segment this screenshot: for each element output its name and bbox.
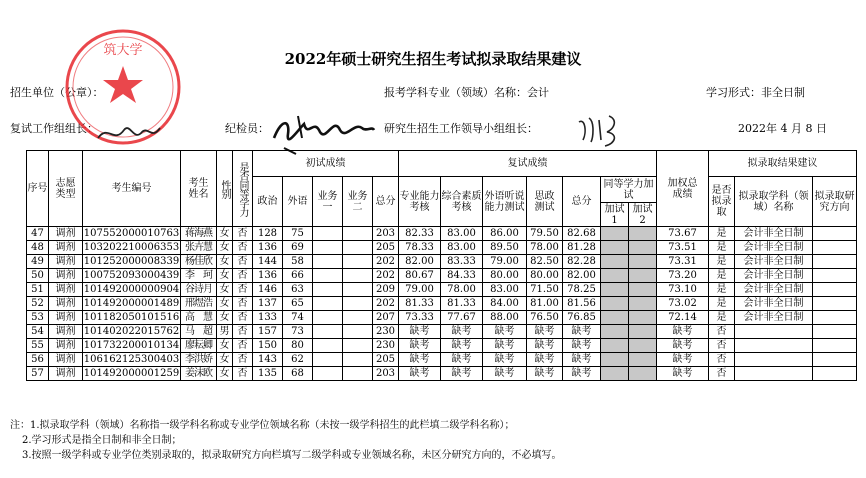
- table-cell-b2: [343, 325, 373, 339]
- table-cell-equiv: 否: [233, 339, 253, 353]
- table-cell-seq: 50: [27, 269, 49, 283]
- table-cell-e1: [601, 227, 629, 241]
- svg-text:筑大学: 筑大学: [103, 43, 143, 58]
- table-cell-admit: 否: [709, 339, 735, 353]
- page-title: 2022年硕士研究生招生考试拟录取结果建议: [284, 50, 582, 68]
- table-row: [27, 227, 857, 241]
- table-cell-comp: 81.33: [441, 297, 483, 311]
- table-row: [27, 325, 857, 339]
- table-cell-b1: [313, 297, 343, 311]
- table-cell-major: 会计非全日制: [735, 227, 813, 241]
- table-cell-rtotal: 78.25: [563, 283, 601, 297]
- table-cell-b2: [343, 339, 373, 353]
- col-exam-id: 考生编号: [83, 151, 181, 227]
- table-cell-admit: 是: [709, 255, 735, 269]
- table-cell-politics: 146: [253, 283, 283, 297]
- table-cell-seq: 47: [27, 227, 49, 241]
- table-cell-admit: 是: [709, 283, 735, 297]
- table-cell-admit: 是: [709, 227, 735, 241]
- table-cell-name: 姜沫欧: [181, 367, 217, 381]
- table-cell-politics: 150: [253, 339, 283, 353]
- table-cell-weighted: 缺考: [657, 339, 709, 353]
- table-cell-weighted: 73.02: [657, 297, 709, 311]
- col-politics-test: 思政测试: [527, 177, 563, 227]
- table-cell-type: 调剂: [49, 353, 83, 367]
- table-cell-major: [735, 339, 813, 353]
- table-cell-comp: 缺考: [441, 353, 483, 367]
- col-extra1: 加试1: [601, 203, 629, 227]
- table-cell-total: 230: [373, 339, 399, 353]
- table-cell-pol: 71.50: [527, 283, 563, 297]
- table-cell-prof: 81.33: [399, 297, 441, 311]
- table-cell-id: 101492000001489: [83, 298, 180, 309]
- table-cell-dir: [813, 255, 857, 269]
- table-cell-gender: 女: [217, 241, 233, 255]
- table-cell-b2: [343, 353, 373, 367]
- table-cell-e1: [601, 241, 629, 255]
- table-cell-foreign: 80: [283, 339, 313, 353]
- table-cell-type: 调剂: [49, 283, 83, 297]
- table-cell-seq: 49: [27, 255, 49, 269]
- group-leader-signature: [575, 112, 635, 148]
- table-cell-b1: [313, 353, 343, 367]
- table-cell-admit: 是: [709, 311, 735, 325]
- table-cell-weighted: 缺考: [657, 325, 709, 339]
- table-cell-major: 会计非全日制: [735, 297, 813, 311]
- table-cell-rtotal: 缺考: [563, 339, 601, 353]
- table-cell-equiv: 否: [233, 311, 253, 325]
- table-cell-dir: [813, 297, 857, 311]
- table-cell-seq: 55: [27, 339, 49, 353]
- table-cell-id: 100752093000439: [83, 270, 180, 281]
- study-form-label: 学习形式：非全日制: [706, 86, 805, 99]
- table-cell-major: 会计非全日制: [735, 255, 813, 269]
- table-cell-prof: 79.00: [399, 283, 441, 297]
- table-cell-b1: [313, 325, 343, 339]
- table-cell-type: 调剂: [49, 339, 83, 353]
- table-row: [27, 283, 857, 297]
- table-cell-b1: [313, 241, 343, 255]
- table-cell-weighted: 73.51: [657, 241, 709, 255]
- leader-signature: [94, 118, 164, 150]
- table-cell-e1: [601, 311, 629, 325]
- col-equiv: 是否同等学力: [233, 151, 253, 227]
- table-row: [27, 297, 857, 311]
- table-cell-id: 101252000008339: [83, 256, 180, 267]
- table-cell-name: 张卉慧: [181, 241, 217, 255]
- table-cell-name: 马 超: [181, 325, 217, 339]
- table-cell-gender: 男: [217, 325, 233, 339]
- table-cell-equiv: 否: [233, 269, 253, 283]
- col-weighted: 加权总成绩: [657, 151, 709, 227]
- table-cell-type: 调剂: [49, 297, 83, 311]
- group-leader-label: 研究生招生工作领导小组组长：: [384, 122, 538, 135]
- table-cell-pol: 82.50: [527, 255, 563, 269]
- group-initial: 初试成绩: [253, 151, 399, 177]
- footnote-1: 注：1.拟录取学科（领域）名称指一级学科名称或专业学位领域名称（未按一级学科招生的此栏填二级学科名称）；: [10, 420, 515, 431]
- table-cell-id: 101402022015762: [83, 326, 180, 337]
- table-cell-id: 106162125300403: [83, 354, 180, 365]
- table-cell-dir: [813, 227, 857, 241]
- table-cell-prof: 82.00: [399, 255, 441, 269]
- table-cell-seq: 53: [27, 311, 49, 325]
- table-cell-type: 调剂: [49, 241, 83, 255]
- table-cell-listen: 88.00: [483, 311, 527, 325]
- table-cell-b1: [313, 255, 343, 269]
- table-cell-seq: 54: [27, 325, 49, 339]
- table-cell-gender: 女: [217, 367, 233, 381]
- table-cell-politics: 128: [253, 227, 283, 241]
- table-cell-pol: 缺考: [527, 325, 563, 339]
- table-cell-foreign: 65: [283, 297, 313, 311]
- table-cell-comp: 缺考: [441, 339, 483, 353]
- table-cell-listen: 86.00: [483, 227, 527, 241]
- table-cell-listen: 84.00: [483, 297, 527, 311]
- col-extra2: 加试2: [629, 203, 657, 227]
- table-row: [27, 241, 857, 255]
- table-cell-listen: 89.50: [483, 241, 527, 255]
- table-cell-seq: 51: [27, 283, 49, 297]
- col-comprehensive: 综合素质考核: [441, 177, 483, 227]
- table-cell-e2: [629, 325, 657, 339]
- table-cell-politics: 137: [253, 297, 283, 311]
- table-cell-comp: 缺考: [441, 325, 483, 339]
- table-cell-politics: 157: [253, 325, 283, 339]
- table-cell-e2: [629, 283, 657, 297]
- table-cell-e2: [629, 339, 657, 353]
- col-initial-total: 总分: [373, 177, 399, 227]
- col-listening: 外语听说能力测试: [483, 177, 527, 227]
- major-label: 报考学科专业（领域）名称：会计: [384, 86, 549, 99]
- table-cell-name: 邢煜浩: [181, 297, 217, 311]
- col-retest-total: 总分: [563, 177, 601, 227]
- table-cell-name: 李洪娇: [181, 353, 217, 367]
- table-cell-e2: [629, 255, 657, 269]
- table-row: [27, 269, 857, 283]
- table-row: [27, 339, 857, 353]
- table-cell-type: 调剂: [49, 367, 83, 381]
- table-cell-foreign: 66: [283, 269, 313, 283]
- table-cell-comp: 77.67: [441, 311, 483, 325]
- table-cell-e1: [601, 269, 629, 283]
- col-business1: 业务一: [313, 177, 343, 227]
- table-cell-pol: 76.50: [527, 311, 563, 325]
- table-cell-admit: 是: [709, 241, 735, 255]
- table-cell-b2: [343, 311, 373, 325]
- table-cell-prof: 缺考: [399, 325, 441, 339]
- col-prof-ability: 专业能力考核: [399, 177, 441, 227]
- footnote-3: 3.按照一级学科或专业学位类别录取的，拟录取研究方向栏填写二级学科或专业领域名称，未区分研究方向的，不必填写。: [22, 450, 562, 461]
- table-cell-seq: 56: [27, 353, 49, 367]
- table-cell-id: 101182050101516: [83, 312, 180, 323]
- table-cell-foreign: 58: [283, 255, 313, 269]
- table-cell-e1: [601, 367, 629, 381]
- table-cell-dir: [813, 283, 857, 297]
- table-cell-b2: [343, 227, 373, 241]
- table-row: [27, 255, 857, 269]
- table-row: [27, 353, 857, 367]
- table-cell-b2: [343, 297, 373, 311]
- table-cell-type: 调剂: [49, 311, 83, 325]
- table-cell-dir: [813, 325, 857, 339]
- date: 2022年 4 月 8 日: [738, 122, 827, 135]
- table-cell-politics: 136: [253, 241, 283, 255]
- col-seq: 序号: [27, 151, 49, 227]
- recorder-label: 纪检员：: [225, 122, 269, 135]
- table-cell-equiv: 否: [233, 367, 253, 381]
- group-result: 拟录取结果建议: [709, 151, 857, 177]
- table-cell-id: 101732200010134: [83, 340, 180, 351]
- table-cell-major: [735, 353, 813, 367]
- footnote-2: 2.学习形式是指全日制和非全日制；: [22, 435, 182, 446]
- table-cell-major: 会计非全日制: [735, 311, 813, 325]
- table-cell-pol: 80.00: [527, 269, 563, 283]
- table-cell-foreign: 62: [283, 353, 313, 367]
- table-cell-foreign: 69: [283, 241, 313, 255]
- table-cell-foreign: 75: [283, 227, 313, 241]
- table-cell-total: 209: [373, 283, 399, 297]
- table-cell-e2: [629, 353, 657, 367]
- col-gender: 性别: [217, 151, 233, 227]
- table-cell-type: 调剂: [49, 227, 83, 241]
- table-cell-b2: [343, 255, 373, 269]
- table-cell-foreign: 68: [283, 367, 313, 381]
- col-admit: 是否拟录取: [709, 177, 735, 227]
- table-cell-b1: [313, 227, 343, 241]
- table-cell-id: 103202210006353: [83, 242, 180, 253]
- table-cell-pol: 78.00: [527, 241, 563, 255]
- table-cell-rtotal: 82.28: [563, 255, 601, 269]
- table-cell-politics: 143: [253, 353, 283, 367]
- table-cell-id: 101492000000904: [83, 284, 180, 295]
- table-cell-pol: 缺考: [527, 339, 563, 353]
- table-cell-pol: 79.50: [527, 227, 563, 241]
- table-cell-dir: [813, 353, 857, 367]
- col-admit-major: 拟录取学科（领域）名称: [735, 177, 813, 227]
- table-cell-e2: [629, 367, 657, 381]
- table-row: [27, 367, 857, 381]
- table-cell-major: [735, 325, 813, 339]
- table-cell-equiv: 否: [233, 325, 253, 339]
- table-cell-rtotal: 76.85: [563, 311, 601, 325]
- table-cell-listen: 80.00: [483, 269, 527, 283]
- table-cell-prof: 缺考: [399, 353, 441, 367]
- table-row: [27, 311, 857, 325]
- table-cell-dir: [813, 241, 857, 255]
- leader-label: 复试工作组组长：: [10, 122, 98, 135]
- table-cell-b2: [343, 283, 373, 297]
- table-cell-b1: [313, 269, 343, 283]
- table-cell-b2: [343, 367, 373, 381]
- table-cell-admit: 否: [709, 353, 735, 367]
- table-cell-equiv: 否: [233, 297, 253, 311]
- table-cell-name: 高 慧: [181, 311, 217, 325]
- table-cell-e2: [629, 241, 657, 255]
- table-cell-weighted: 73.31: [657, 255, 709, 269]
- col-politics: 政治: [253, 177, 283, 227]
- table-cell-gender: 女: [217, 283, 233, 297]
- table-cell-comp: 83.33: [441, 255, 483, 269]
- table-cell-comp: 78.00: [441, 283, 483, 297]
- table-cell-seq: 48: [27, 241, 49, 255]
- table-cell-dir: [813, 311, 857, 325]
- table-cell-admit: 否: [709, 325, 735, 339]
- table-cell-weighted: 73.10: [657, 283, 709, 297]
- table-cell-weighted: 缺考: [657, 367, 709, 381]
- table-cell-gender: 女: [217, 227, 233, 241]
- table-cell-prof: 80.67: [399, 269, 441, 283]
- col-volunteer-type: 志愿类型: [49, 151, 83, 227]
- table-cell-listen: 83.00: [483, 283, 527, 297]
- table-cell-total: 202: [373, 297, 399, 311]
- table-cell-prof: 缺考: [399, 367, 441, 381]
- table-cell-e1: [601, 325, 629, 339]
- table-cell-total: 205: [373, 241, 399, 255]
- table-cell-comp: 84.33: [441, 269, 483, 283]
- table-cell-e2: [629, 227, 657, 241]
- table-cell-b1: [313, 367, 343, 381]
- table-cell-e2: [629, 311, 657, 325]
- table-cell-gender: 女: [217, 297, 233, 311]
- table-cell-major: 会计非全日制: [735, 283, 813, 297]
- table-cell-b1: [313, 311, 343, 325]
- table-cell-e2: [629, 269, 657, 283]
- table-cell-type: 调剂: [49, 325, 83, 339]
- table-cell-total: 230: [373, 325, 399, 339]
- table-cell-id: 107552000010763: [83, 228, 180, 239]
- table-cell-b2: [343, 241, 373, 255]
- group-retest: 复试成绩: [399, 151, 657, 177]
- table-cell-id: 101492000001259: [83, 368, 180, 379]
- table-cell-weighted: 72.14: [657, 311, 709, 325]
- table-cell-admit: 是: [709, 269, 735, 283]
- table-cell-gender: 女: [217, 311, 233, 325]
- group-equiv-extra: 同等学力加试: [601, 177, 657, 203]
- table-cell-major: 会计非全日制: [735, 269, 813, 283]
- table-cell-prof: 缺考: [399, 339, 441, 353]
- table-cell-prof: 73.33: [399, 311, 441, 325]
- col-direction: 拟录取研究方向: [813, 177, 857, 227]
- table-cell-name: 谷诗月: [181, 283, 217, 297]
- table-cell-pol: 缺考: [527, 367, 563, 381]
- footnotes: [10, 418, 562, 463]
- table-cell-total: 205: [373, 353, 399, 367]
- table-cell-e1: [601, 339, 629, 353]
- table-cell-seq: 52: [27, 297, 49, 311]
- table-cell-politics: 135: [253, 367, 283, 381]
- table-cell-comp: 缺考: [441, 367, 483, 381]
- table-cell-rtotal: 82.00: [563, 269, 601, 283]
- table-cell-rtotal: 82.68: [563, 227, 601, 241]
- table-cell-total: 203: [373, 227, 399, 241]
- table-cell-gender: 女: [217, 255, 233, 269]
- table-cell-rtotal: 缺考: [563, 325, 601, 339]
- table-cell-listen: 79.00: [483, 255, 527, 269]
- table-cell-listen: 缺考: [483, 339, 527, 353]
- table-cell-listen: 缺考: [483, 325, 527, 339]
- table-cell-name: 蒋海燕: [181, 227, 217, 241]
- table-cell-weighted: 73.67: [657, 227, 709, 241]
- table-cell-dir: [813, 367, 857, 381]
- table-cell-e1: [601, 283, 629, 297]
- table-cell-prof: 82.33: [399, 227, 441, 241]
- table-cell-type: 调剂: [49, 269, 83, 283]
- table-cell-politics: 144: [253, 255, 283, 269]
- table-cell-name: 廖耘卿: [181, 339, 217, 353]
- table-cell-e2: [629, 297, 657, 311]
- table-cell-listen: 缺考: [483, 367, 527, 381]
- table-cell-admit: 是: [709, 297, 735, 311]
- table-cell-admit: 否: [709, 367, 735, 381]
- table-cell-foreign: 74: [283, 311, 313, 325]
- table-cell-rtotal: 缺考: [563, 367, 601, 381]
- table-cell-equiv: 否: [233, 353, 253, 367]
- unit-label: 招生单位（公章）：: [10, 86, 104, 99]
- table-cell-gender: 女: [217, 269, 233, 283]
- table-cell-e1: [601, 353, 629, 367]
- table-cell-equiv: 否: [233, 241, 253, 255]
- table-cell-b1: [313, 283, 343, 297]
- table-cell-rtotal: 81.28: [563, 241, 601, 255]
- table-cell-comp: 83.00: [441, 227, 483, 241]
- table-cell-major: 会计非全日制: [735, 241, 813, 255]
- table-cell-e1: [601, 297, 629, 311]
- table-cell-pol: 81.00: [527, 297, 563, 311]
- table-cell-name: 杨佳欣: [181, 255, 217, 269]
- table-cell-politics: 136: [253, 269, 283, 283]
- table-cell-e1: [601, 255, 629, 269]
- col-foreign: 外语: [283, 177, 313, 227]
- table-cell-total: 202: [373, 269, 399, 283]
- table-cell-dir: [813, 339, 857, 353]
- table-cell-total: 202: [373, 255, 399, 269]
- table-cell-gender: 女: [217, 353, 233, 367]
- table-cell-seq: 57: [27, 367, 49, 381]
- table-cell-dir: [813, 269, 857, 283]
- table-cell-pol: 缺考: [527, 353, 563, 367]
- table-cell-comp: 83.00: [441, 241, 483, 255]
- col-business2: 业务二: [343, 177, 373, 227]
- table-cell-prof: 78.33: [399, 241, 441, 255]
- table-cell-rtotal: 缺考: [563, 353, 601, 367]
- table-cell-listen: 缺考: [483, 353, 527, 367]
- col-name: 考生姓名: [181, 151, 217, 227]
- table-cell-foreign: 73: [283, 325, 313, 339]
- table-cell-major: [735, 367, 813, 381]
- table-cell-name: 李 珂: [181, 269, 217, 283]
- table-cell-equiv: 否: [233, 255, 253, 269]
- table-cell-weighted: 73.20: [657, 269, 709, 283]
- admission-table: [26, 150, 857, 381]
- table-cell-gender: 女: [217, 339, 233, 353]
- table-cell-type: 调剂: [49, 255, 83, 269]
- table-cell-b1: [313, 339, 343, 353]
- table-cell-politics: 133: [253, 311, 283, 325]
- table-cell-equiv: 否: [233, 283, 253, 297]
- table-cell-total: 203: [373, 367, 399, 381]
- table-cell-foreign: 63: [283, 283, 313, 297]
- table-cell-total: 207: [373, 311, 399, 325]
- table-cell-equiv: 否: [233, 227, 253, 241]
- table-cell-rtotal: 81.56: [563, 297, 601, 311]
- table-cell-b2: [343, 269, 373, 283]
- table-cell-weighted: 缺考: [657, 353, 709, 367]
